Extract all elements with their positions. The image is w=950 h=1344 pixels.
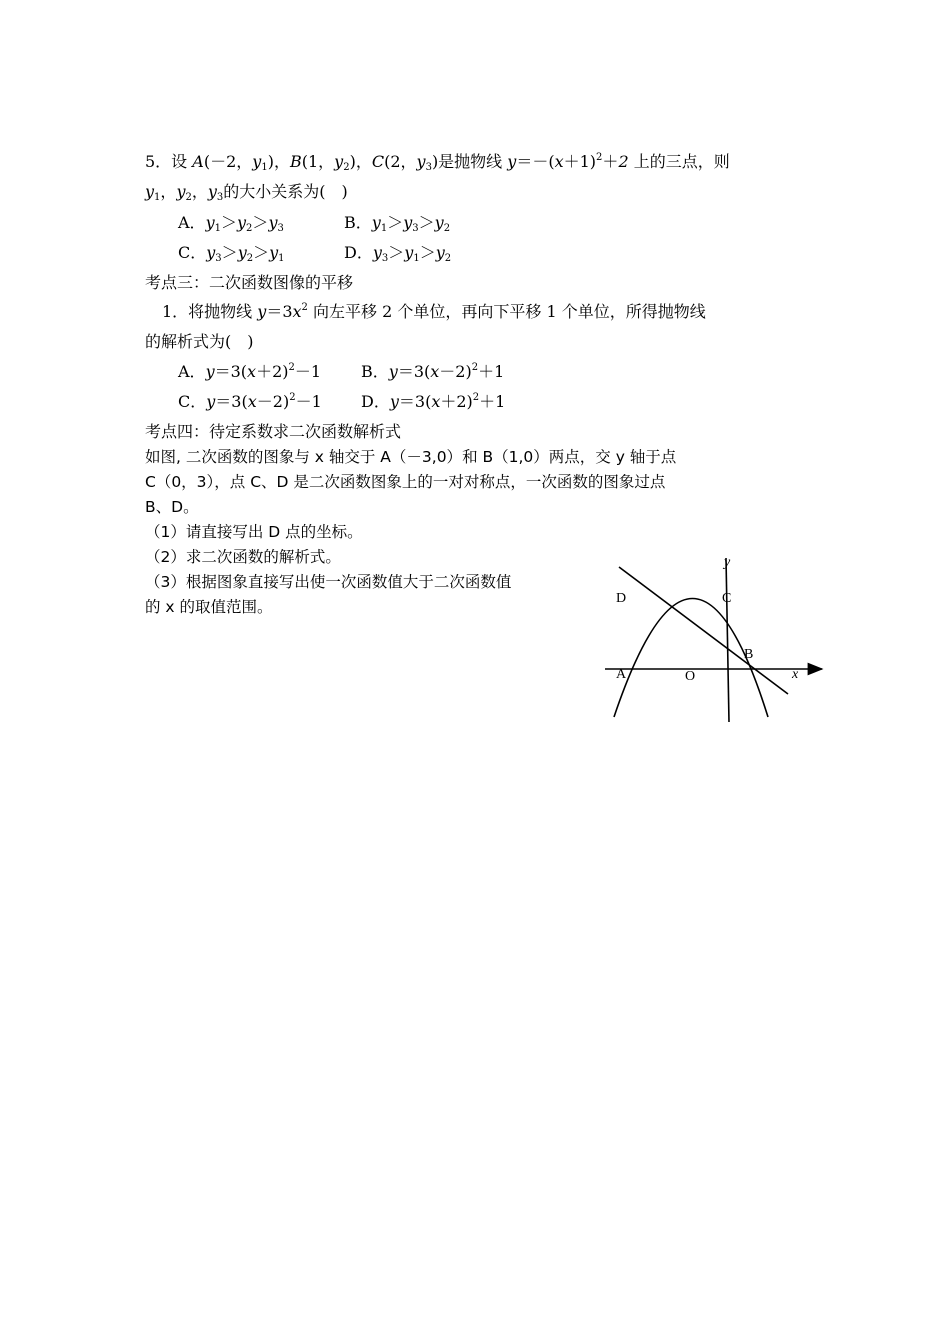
section4-heading: 考点四：待定系数求二次函数解析式 bbox=[145, 422, 402, 441]
q5-line2: $y_1$，$y_2$，$y_3$的大小关系为( ) bbox=[145, 182, 348, 203]
s3-option-c[interactable]: C．$y=3(x-2)^2-1$ bbox=[178, 392, 322, 411]
s3-options-ab bbox=[178, 361, 504, 383]
label-x: x bbox=[792, 667, 799, 682]
parabola-figure bbox=[600, 552, 830, 727]
s4-para-line3: B、D。 bbox=[145, 498, 199, 516]
q5-number: 5．设 bbox=[145, 152, 193, 171]
q5-options-ab bbox=[178, 212, 450, 234]
label-d: D bbox=[616, 591, 627, 606]
label-c: C bbox=[722, 591, 732, 606]
label-b: B bbox=[744, 647, 754, 662]
q5-line1: 5．设 A(－2，$y_1$)，B(1，$y_2$)，C(2，$y_3$)是抛物线 $y=-(x+1)^2+2$ 上的三点，则 bbox=[145, 152, 730, 173]
q5-options-cd bbox=[178, 242, 451, 264]
s3-q1-line2: 的解析式为( ) bbox=[145, 332, 254, 351]
q5-option-b[interactable]: B．$y_1>y_3>y_2$ bbox=[344, 213, 451, 234]
s4-question-1: （1）请直接写出 D 点的坐标。 bbox=[145, 523, 363, 541]
s4-question-3a: （3）根据图象直接写出使一次函数值大于二次函数值 bbox=[145, 573, 512, 591]
y-axis bbox=[726, 558, 729, 722]
label-y: y bbox=[724, 555, 731, 570]
section3-heading: 考点三：二次函数图像的平移 bbox=[145, 273, 354, 292]
s3-options-cd bbox=[178, 391, 505, 413]
s3-option-b[interactable]: B．$y=3(x-2)^2+1$ bbox=[361, 362, 505, 381]
s4-question-2: （2）求二次函数的解析式。 bbox=[145, 548, 341, 566]
q5-option-a[interactable]: A．$y_1>y_2>y_3$ bbox=[178, 213, 284, 234]
label-a: A bbox=[616, 667, 627, 682]
label-o: O bbox=[685, 669, 696, 684]
linear-function-line bbox=[619, 567, 788, 694]
q5-option-d[interactable]: D．$y_3>y_1>y_2$ bbox=[344, 243, 452, 264]
s3-option-a[interactable]: A．$y=3(x+2)^2-1$ bbox=[178, 362, 322, 381]
s3-q1-line1: 1．将抛物线 $y=3x^2$ 向左平移 2 个单位，再向下平移 1 个单位，所得抛物线 bbox=[162, 302, 706, 321]
s4-para-line2: C（0，3），点 C、D 是二次函数图象上的一对对称点，一次函数的图象过点 bbox=[145, 473, 666, 491]
s4-para-line1: 如图, 二次函数的图象与 x 轴交于 A（－3,0）和 B（1,0）两点，交 y 轴于点 bbox=[145, 448, 677, 466]
s4-question-3b: 的 x 的取值范围。 bbox=[145, 598, 273, 616]
q5-option-c[interactable]: C．$y_3>y_2>y_1$ bbox=[178, 243, 285, 264]
s3-option-d[interactable]: D．$y=3(x+2)^2+1$ bbox=[361, 392, 506, 411]
